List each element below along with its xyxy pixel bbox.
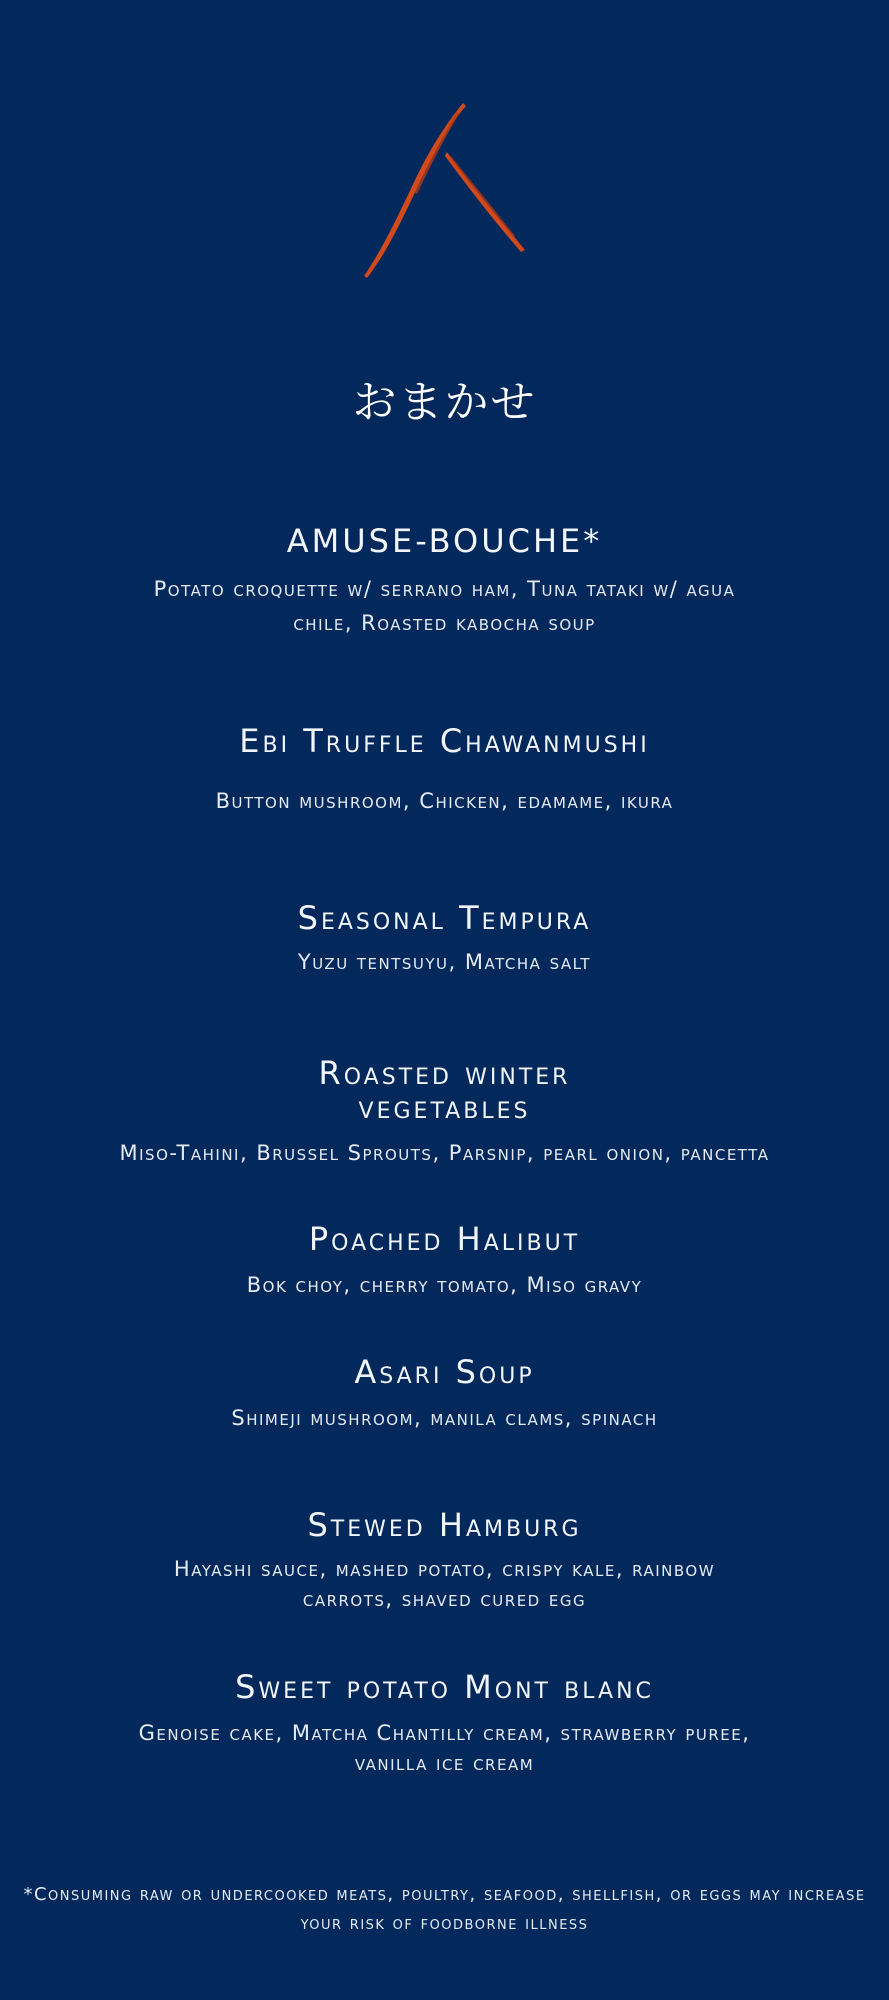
course-description: Shimeji mushroom, manila clams, spinach bbox=[231, 1406, 658, 1430]
foodborne-illness-disclaimer: *Consuming raw or undercooked meats, poultry, seafood, shellfish, or eggs may increase your risk of foodborne illness bbox=[23, 1884, 866, 1934]
course-seasonal-tempura bbox=[0, 901, 889, 979]
course-ebi-truffle-chawanmushi bbox=[0, 724, 889, 818]
logo-left-stroke-dry bbox=[415, 112, 459, 194]
course-asari-soup bbox=[0, 1355, 889, 1435]
course-name: Asari Soup bbox=[354, 1353, 535, 1391]
course-poached-halibut bbox=[0, 1222, 889, 1302]
course-name: Ebi Truffle Chawanmushi bbox=[239, 722, 650, 760]
course-roasted-winter-vegetables bbox=[0, 1056, 889, 1170]
course-stewed-hamburg bbox=[0, 1508, 889, 1614]
course-description: Hayashi sauce, mashed potato, crispy kale, rainbow carrots, shaved cured egg bbox=[173, 1557, 716, 1611]
page-title: おまかせ bbox=[352, 377, 537, 428]
course-name: AMUSE-BOUCHE* bbox=[286, 522, 603, 560]
logo-left-stroke bbox=[364, 103, 466, 278]
course-description: Miso-Tahini, Brussel Sprouts, Parsnip, pearl onion, pancetta bbox=[119, 1141, 770, 1165]
course-name: Roasted winter vegetables bbox=[318, 1054, 571, 1126]
course-description: Bok choy, cherry tomato, Miso gravy bbox=[246, 1273, 643, 1297]
course-name: Sweet potato Mont blanc bbox=[235, 1668, 654, 1706]
brush-stroke-hito-icon bbox=[355, 100, 535, 290]
course-sweet-potato-mont-blanc bbox=[0, 1670, 889, 1778]
course-description: Button mushroom, Chicken, edamame, ikura bbox=[215, 789, 674, 813]
logo-right-stroke-dry bbox=[450, 156, 515, 237]
course-amuse-bouche bbox=[0, 524, 889, 640]
course-description: Yuzu tentsuyu, Matcha salt bbox=[297, 950, 592, 974]
course-name: Seasonal Tempura bbox=[297, 899, 592, 937]
course-description: Genoise cake, Matcha Chantilly cream, strawberry puree, vanilla ice cream bbox=[138, 1721, 751, 1775]
course-description: Potato croquette w/ serrano ham, Tuna tataki w/ agua chile, Roasted kabocha soup bbox=[153, 577, 736, 635]
course-name: Stewed Hamburg bbox=[307, 1506, 582, 1544]
course-name: Poached Halibut bbox=[308, 1220, 581, 1258]
